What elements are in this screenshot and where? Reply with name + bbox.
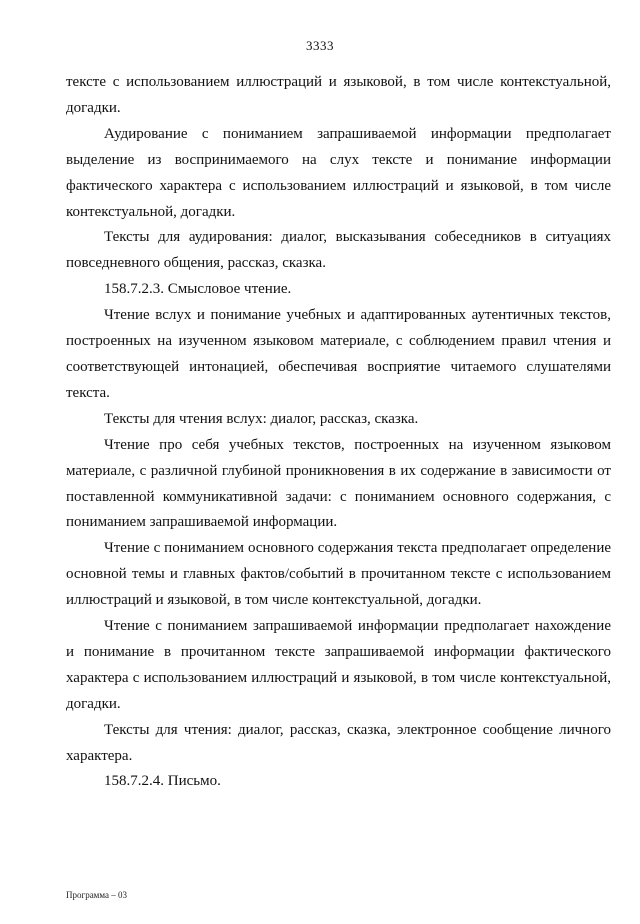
section-heading-reading: 158.7.2.3. Смысловое чтение. — [104, 281, 292, 298]
paragraph-reading-texts: Тексты для чтения: диалог, рассказ, сказка, электронное сообщение личного характера. — [66, 721, 611, 764]
paragraph-reading-main-content: Чтение с пониманием основного содержания текста предполагает определение основной темы и главных фактов/событий в прочитанном тексте с использованием иллюстраций и языковой, в том числе контекстуальной, догадки. — [66, 540, 611, 609]
paragraph-silent-reading: Чтение про себя учебных текстов, построенных на изученном языковом материале, с различной глубиной проникновения в их содержание в зависимости от поставленной коммуникативной задачи: с пониманием основного содержания, с пониманием запрашиваемой информации. — [66, 436, 611, 531]
paragraph-reading-aloud: Чтение вслух и понимание учебных и адаптированных аутентичных текстов, построенных на изученном языковом материале, с соблюдением правил чтения и соответствующей интонацией, обеспечивая восприятие читаемого слушателями текста. — [66, 307, 611, 401]
section-heading-writing: 158.7.2.4. Письмо. — [104, 773, 221, 790]
document-body — [66, 70, 611, 795]
page-number: 3333 — [306, 38, 334, 53]
paragraph-listening-texts: Тексты для аудирования: диалог, высказывания собеседников в ситуациях повседневного общения, рассказ, сказка. — [66, 229, 611, 272]
paragraph-reading-aloud-texts: Тексты для чтения вслух: диалог, рассказ, сказка. — [104, 410, 419, 427]
footer-program-label: Программа – 03 — [66, 890, 128, 900]
paragraph-continued: тексте с использованием иллюстраций и языковой, в том числе контекстуальной, догадки. — [66, 74, 611, 116]
paragraph-reading-requested-info: Чтение с пониманием запрашиваемой информации предполагает нахождение и понимание в прочитанном тексте запрашиваемой информации фактического характера с использованием иллюстраций и языковой, в том числе контекстуальной, догадки. — [66, 618, 611, 712]
paragraph-listening-requested-info: Аудирование с пониманием запрашиваемой информации предполагает выделение из воспринимаемого на слух тексте и понимание информации фактического характера с использованием иллюстраций и языковой, в том числе контекстуальной, догадки. — [66, 125, 611, 220]
